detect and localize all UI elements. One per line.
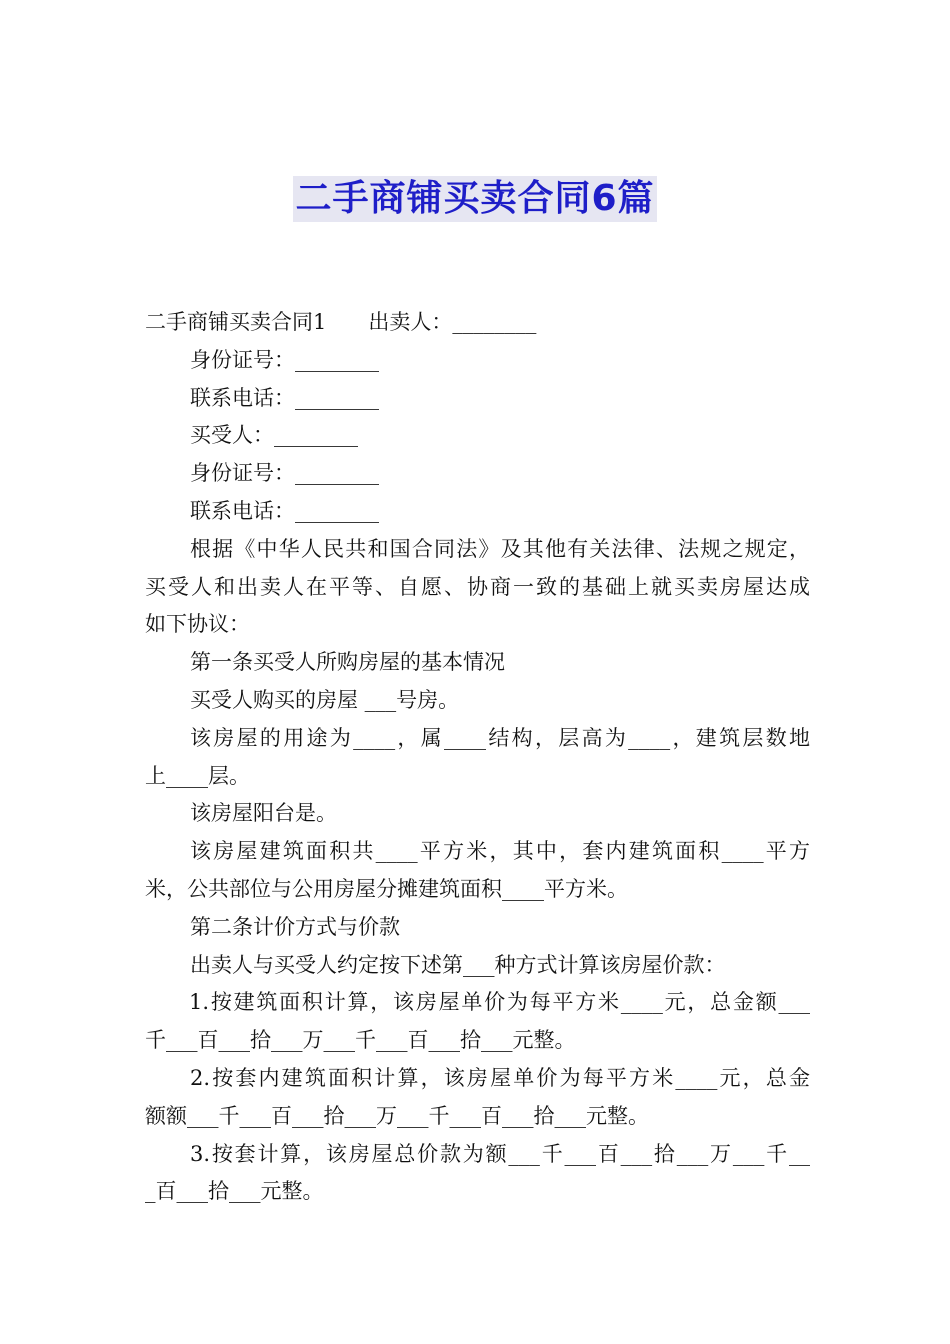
- option-3-line-2: _百___拾___元整。: [145, 1179, 324, 1204]
- article-2-method: 出卖人与买受人约定按下述第___种方式计算该房屋价款：: [190, 952, 726, 977]
- title-container: [0, 176, 950, 222]
- buyer-line: 买受人：________: [190, 423, 358, 448]
- buyer-phone-line: 联系电话：________: [190, 498, 379, 523]
- article-1-area-line-2: 米，公共部位与公用房屋分摊建筑面积____平方米。: [145, 876, 628, 901]
- buyer-id-line: 身份证号：________: [190, 461, 379, 486]
- document-title: 二手商铺买卖合同6篇: [293, 176, 656, 222]
- option-2-line-2: 额额___千___百___拾___万___千___百___拾___元整。: [145, 1103, 649, 1128]
- preamble-line-3: 如下协议：: [145, 612, 250, 637]
- option-2-line-1: 2.按套内建筑面积计算，该房屋单价为每平方米____元，总金: [190, 1065, 810, 1090]
- seller-phone-line: 联系电话：________: [190, 385, 379, 410]
- article-2-heading: 第二条计价方式与价款: [190, 914, 400, 939]
- preamble-line-2: 买受人和出卖人在平等、自愿、协商一致的基础上就买卖房屋达成: [145, 574, 810, 599]
- seller-id-line: 身份证号：________: [190, 347, 379, 372]
- document-body: [145, 304, 810, 1211]
- article-1-usage-line-2: 上____层。: [145, 763, 250, 788]
- option-3-line-1: 3.按套计算，该房屋总价款为额___千___百___拾___万___千__: [190, 1141, 810, 1166]
- preamble-line-1: 根据《中华人民共和国合同法》及其他有关法律、法规之规定，: [190, 536, 810, 561]
- article-1-usage-line-1: 该房屋的用途为____，属____结构，层高为____，建筑层数地: [190, 725, 810, 750]
- article-1-area-line-1: 该房屋建筑面积共____平方米，其中，套内建筑面积____平方: [190, 839, 810, 864]
- article-1-room: 买受人购买的房屋 ___号房。: [190, 687, 460, 712]
- option-1-line-2: 千___百___拾___万___千___百___拾___元整。: [145, 1028, 576, 1053]
- article-1-balcony: 该房屋阳台是。: [190, 801, 337, 826]
- contract-heading-line: 二手商铺买卖合同1 出卖人：________: [145, 310, 537, 334]
- article-1-heading: 第一条买受人所购房屋的基本情况: [190, 650, 505, 675]
- option-1-line-1: 1.按建筑面积计算，该房屋单价为每平方米____元，总金额___: [189, 990, 810, 1015]
